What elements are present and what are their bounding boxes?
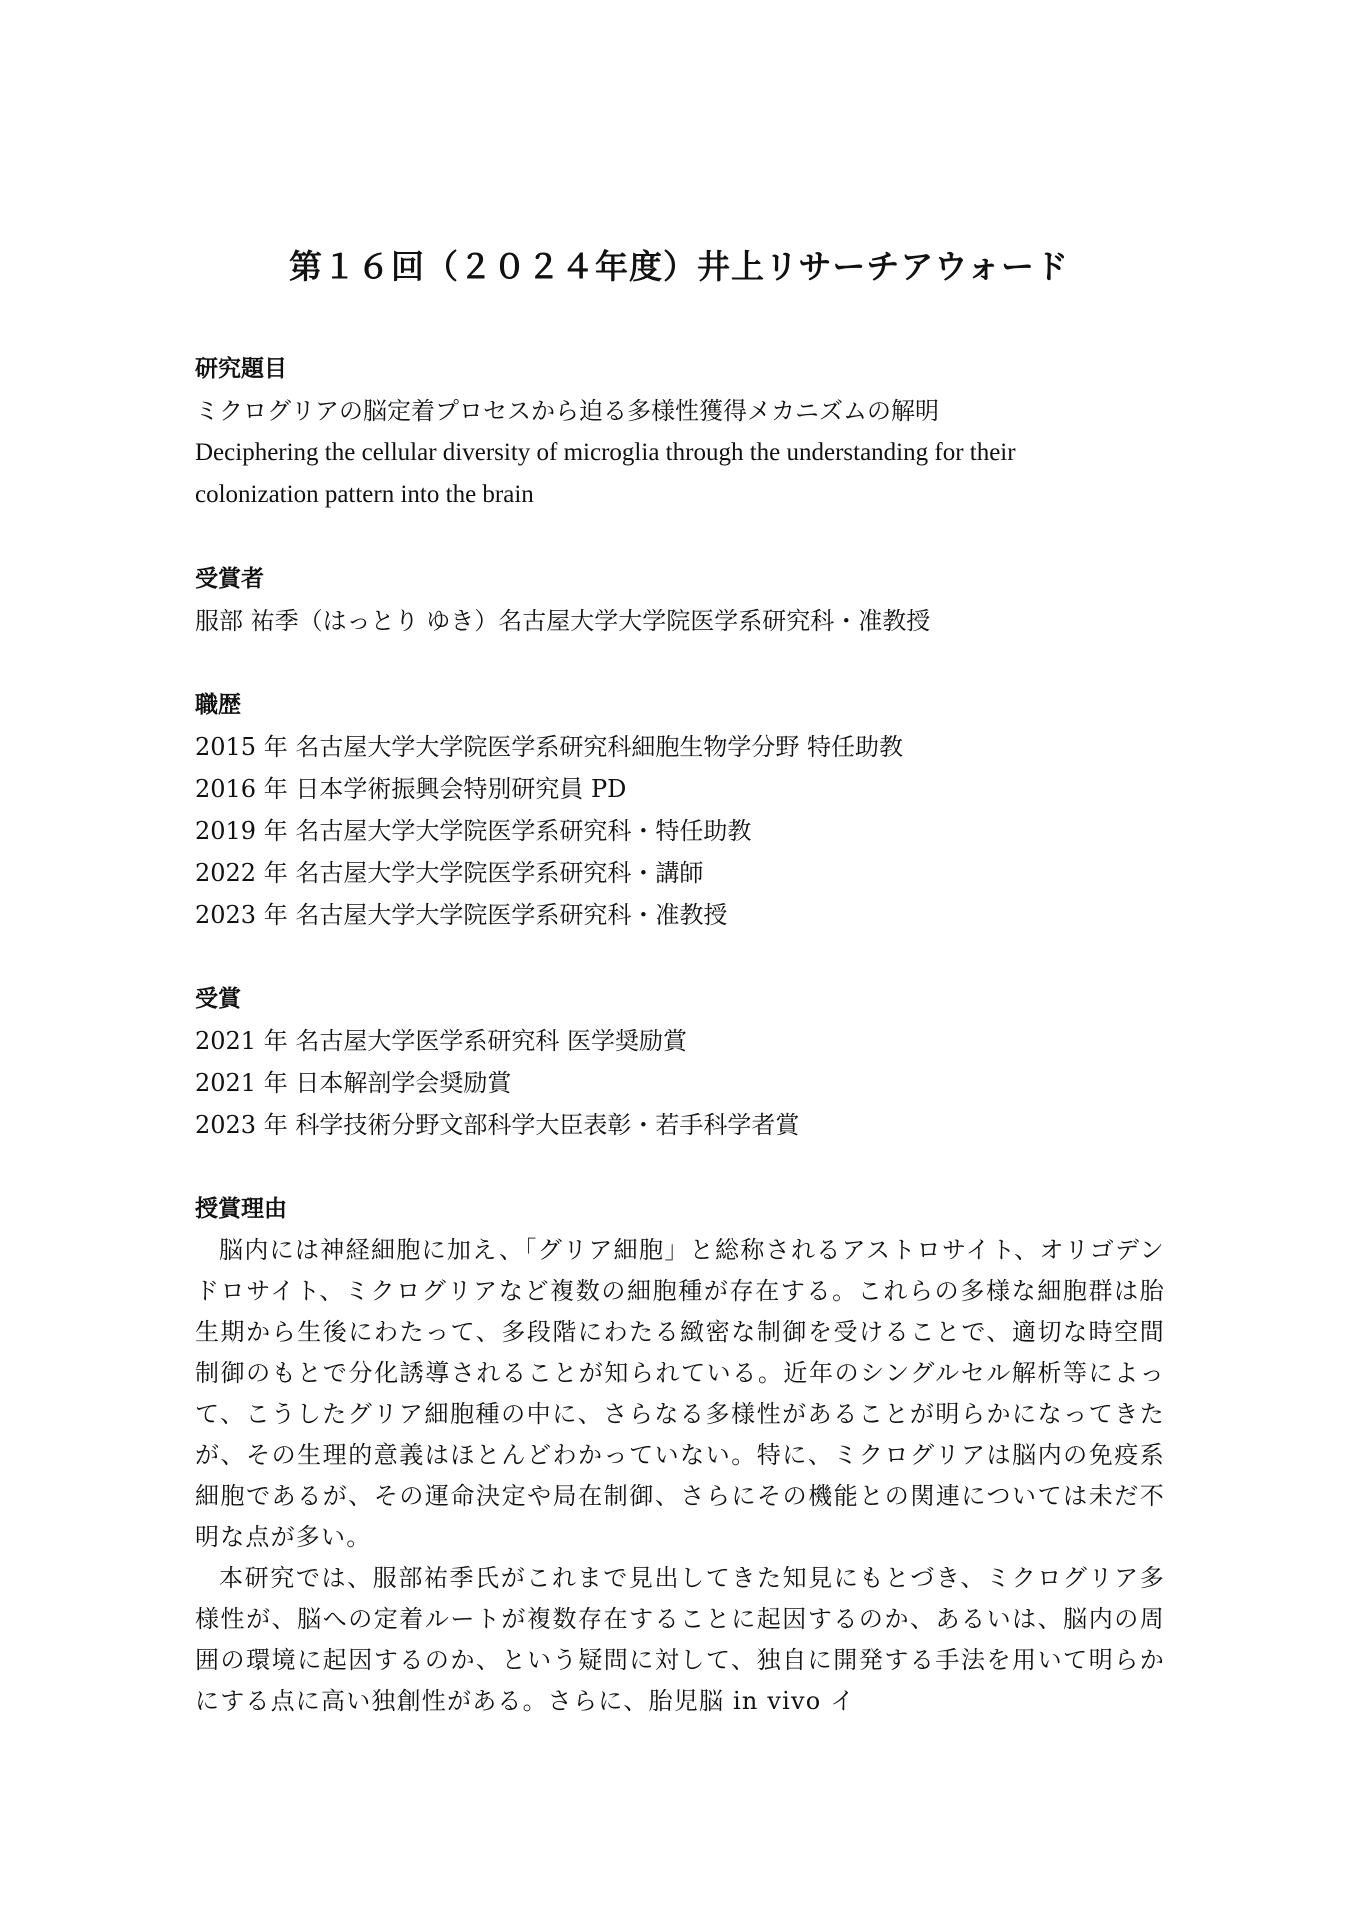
reason-paragraph: 本研究では、服部祐季氏がこれまで見出してきた知見にもとづき、ミクログリア多様性が、脳への定着ルートが複数存在することに起因するのか、あるいは、脳内の周囲の環境に起因するのか、という疑問に対して、独自に開発する手法を用いて明らかにする点に高い独創性がある。さらに、胎児脳 in vivo イ xyxy=(195,1564,1165,1715)
section-gap xyxy=(195,642,1165,684)
career-item: 2015 年 名古屋大学大学院医学系研究科細胞生物学分野 特任助教 xyxy=(195,733,903,761)
reason-section xyxy=(195,1188,1165,1722)
page-title: 第１６回（２０２４年度）井上リサーチアウォード xyxy=(288,247,1070,286)
award-item: 2021 年 日本解剖学会奨励賞 xyxy=(195,1069,512,1097)
research-topic-section xyxy=(195,348,1165,516)
career-section xyxy=(195,684,1165,936)
research-topic-english-line-2: colonization pattern into the brain xyxy=(195,481,534,508)
research-topic-heading: 研究題目 xyxy=(195,356,287,382)
career-heading: 職歴 xyxy=(195,692,241,718)
reason-heading: 授賞理由 xyxy=(195,1196,287,1222)
award-item: 2023 年 科学技術分野文部科学大臣表彰・若手科学者賞 xyxy=(195,1111,800,1139)
awardee-text: 服部 祐季（はっとり ゆき）名古屋大学大学院医学系研究科・准教授 xyxy=(195,607,931,635)
awardee-heading: 受賞者 xyxy=(195,566,264,592)
awards-heading: 受賞 xyxy=(195,986,241,1012)
career-item: 2023 年 名古屋大学大学院医学系研究科・准教授 xyxy=(195,901,728,929)
document-body xyxy=(195,348,1165,1722)
career-item: 2019 年 名古屋大学大学院医学系研究科・特任助教 xyxy=(195,817,752,845)
section-gap xyxy=(195,516,1165,558)
awardee-section xyxy=(195,558,1165,642)
career-item: 2016 年 日本学術振興会特別研究員 PD xyxy=(195,775,627,803)
award-item: 2021 年 名古屋大学医学系研究科 医学奨励賞 xyxy=(195,1027,687,1055)
section-gap xyxy=(195,936,1165,978)
section-gap xyxy=(195,1146,1165,1188)
research-topic-english-line-1: Deciphering the cellular diversity of microglia through the understanding for their xyxy=(195,439,1016,466)
reason-paragraph: 脳内には神経細胞に加え、「グリア細胞」と総称されるアストロサイト、オリゴデンドロサイト、ミクログリアなど複数の細胞種が存在する。これらの多様な細胞群は胎生期から生後にわたって、多段階にわたる緻密な制御を受けることで、適切な時空間制御のもとで分化誘導されることが知られている。近年のシングルセル解析等によって、こうしたグリア細胞種の中に、さらなる多様性があることが明らかになってきたが、その生理的意義はほとんどわかっていない。特に、ミクログリアは脳内の免疫系細胞であるが、その運命決定や局在制御、さらにその機能との関連については未だ不明な点が多い。 xyxy=(195,1236,1166,1551)
career-item: 2022 年 名古屋大学大学院医学系研究科・講師 xyxy=(195,859,704,887)
research-topic-japanese: ミクログリアの脳定着プロセスから迫る多様性獲得メカニズムの解明 xyxy=(195,397,939,425)
awards-section xyxy=(195,978,1165,1146)
